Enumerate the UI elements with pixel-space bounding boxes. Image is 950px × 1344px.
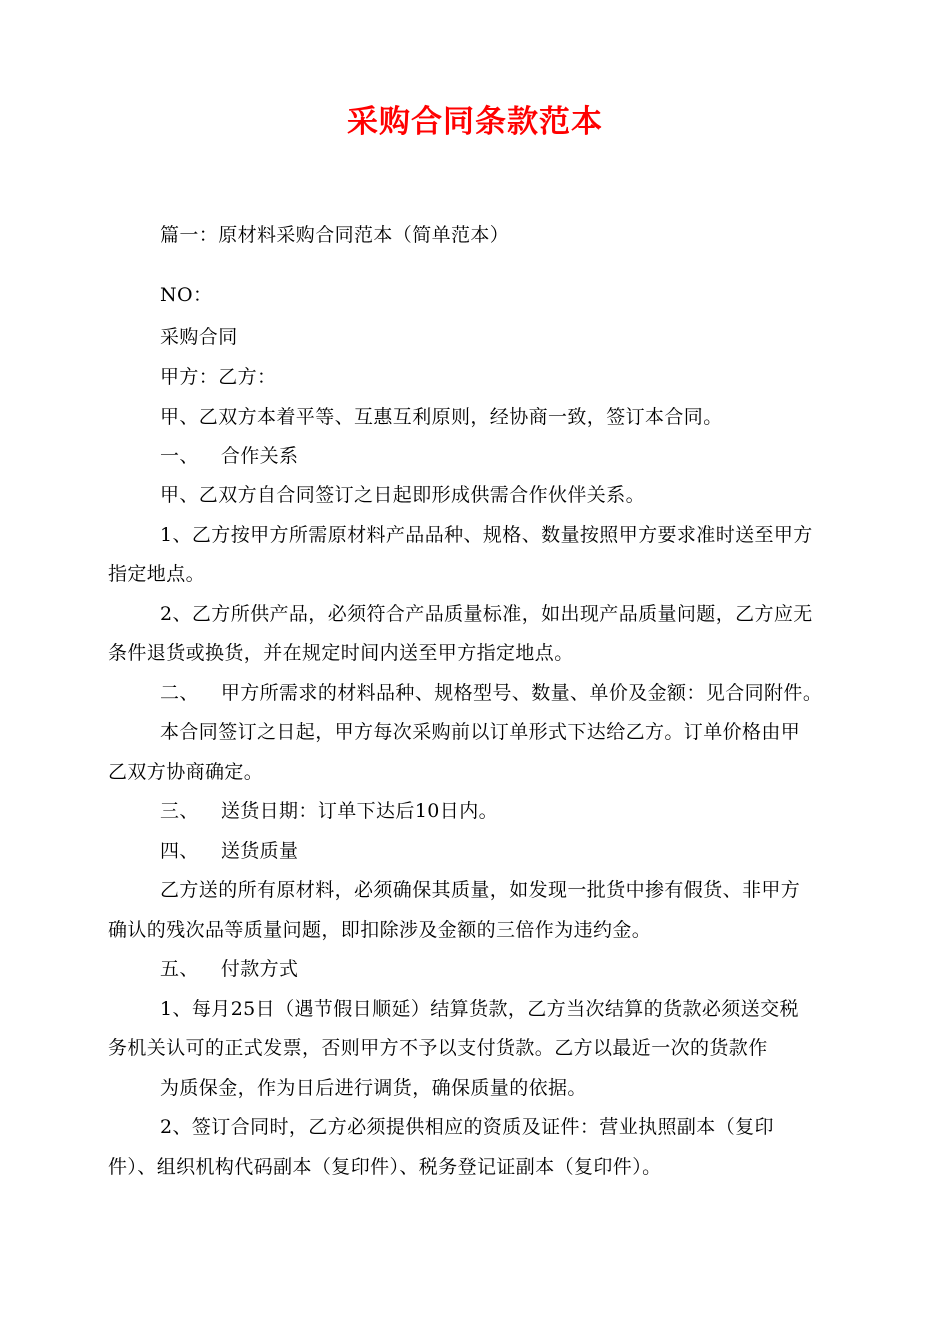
clause-heading [160, 838, 298, 864]
clause-heading [160, 798, 498, 824]
paragraph-line: 甲、乙双方自合同签订之日起即形成供需合作伙伴关系。 [160, 484, 646, 506]
paragraph-line: 本合同签订之日起，甲方每次采购前以订单形式下达给乙方。订单价格由甲 [160, 721, 801, 743]
section-heading: 篇一：原材料采购合同范本（简单范本） [160, 224, 510, 246]
clause-heading [160, 680, 822, 706]
paragraph-line: 务机关认可的正式发票，否则甲方不予以支付货款。乙方以最近一次的货款作 [108, 1037, 768, 1059]
parties-label: 甲方：乙方： [160, 366, 277, 388]
contract-name: 采购合同 [160, 326, 238, 348]
paragraph-line: 甲、乙双方本着平等、互惠互利原则，经协商一致，签订本合同。 [160, 406, 723, 428]
paragraph-line: 为质保金，作为日后进行调货，确保质量的依据。 [160, 1077, 587, 1099]
clause-heading [160, 956, 298, 982]
document-title: 采购合同条款范本 [347, 104, 603, 140]
clause-number: 五、 [160, 958, 199, 980]
paragraph-line: 2、签订合同时，乙方必须提供相应的资质及证件：营业执照副本（复印 [160, 1116, 774, 1138]
clause-title: 合作关系 [220, 445, 299, 467]
paragraph-line: 1、乙方按甲方所需原材料产品品种、规格、数量按照甲方要求准时送至甲方 [160, 524, 813, 546]
paragraph-line: 条件退货或换货，并在规定时间内送至甲方指定地点。 [108, 642, 574, 664]
paragraph-line: 乙双方协商确定。 [108, 761, 264, 783]
clause-title: 送货日期：订单下达后10日内。 [220, 800, 498, 822]
clause-number: 二、 [160, 682, 199, 704]
clause-heading [160, 443, 298, 469]
paragraph-line: 件）、组织机构代码副本（复印件）、税务登记证副本（复印件）。 [108, 1156, 662, 1178]
clause-title: 付款方式 [220, 958, 299, 980]
clause-number: 三、 [160, 800, 199, 822]
paragraph-line: 指定地点。 [108, 563, 206, 585]
paragraph-line: 2、乙方所供产品，必须符合产品质量标准，如出现产品质量问题，乙方应无 [160, 603, 813, 625]
clause-title: 甲方所需求的材料品种、规格型号、数量、单价及金额：见合同附件。 [220, 682, 823, 704]
clause-number: 四、 [160, 840, 199, 862]
paragraph-line: 确认的残次品等质量问题，即扣除涉及金额的三倍作为违约金。 [108, 919, 652, 941]
clause-title: 送货质量 [220, 840, 299, 862]
paragraph-line: 乙方送的所有原材料，必须确保其质量，如发现一批货中掺有假货、非甲方 [160, 879, 801, 901]
clause-number: 一、 [160, 445, 199, 467]
contract-number-label: NO： [160, 284, 213, 306]
paragraph-line: 1、每月25日（遇节假日顺延）结算货款，乙方当次结算的货款必须送交税 [160, 998, 799, 1020]
